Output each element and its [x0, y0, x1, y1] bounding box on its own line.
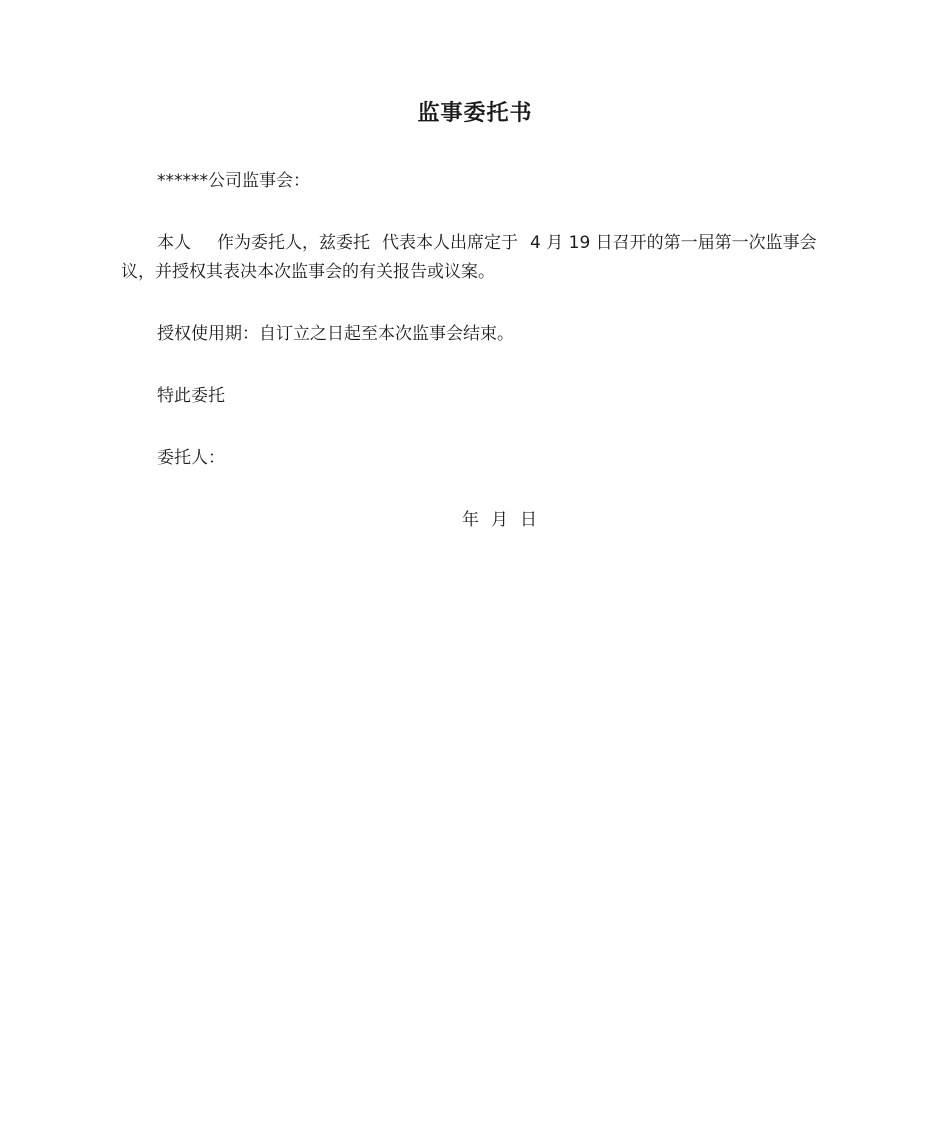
entrustment-paragraph [121, 229, 831, 287]
document-title: 监事委托书 [417, 101, 533, 126]
addressee-line: ******公司监事会： [157, 171, 310, 191]
authorization-term: 授权使用期：自订立之日起至本次监事会结束。 [157, 324, 514, 344]
signer-label: 委托人： [157, 448, 225, 468]
date-line [462, 506, 537, 535]
body-segment-meeting: 4 月 19 日召开的第一届第一次监事会议，并授权其表决本次监事会的有关报告或议案。 [121, 233, 817, 282]
body-segment-entrust: 作为委托人，兹委托 [217, 233, 370, 253]
date-day: 日 [520, 510, 537, 530]
closing-line: 特此委托 [157, 386, 225, 406]
date-year: 年 [462, 510, 479, 530]
date-month: 月 [491, 510, 508, 530]
body-segment-principal: 本人 [157, 233, 191, 253]
body-segment-attend: 代表本人出席定于 [382, 233, 518, 253]
